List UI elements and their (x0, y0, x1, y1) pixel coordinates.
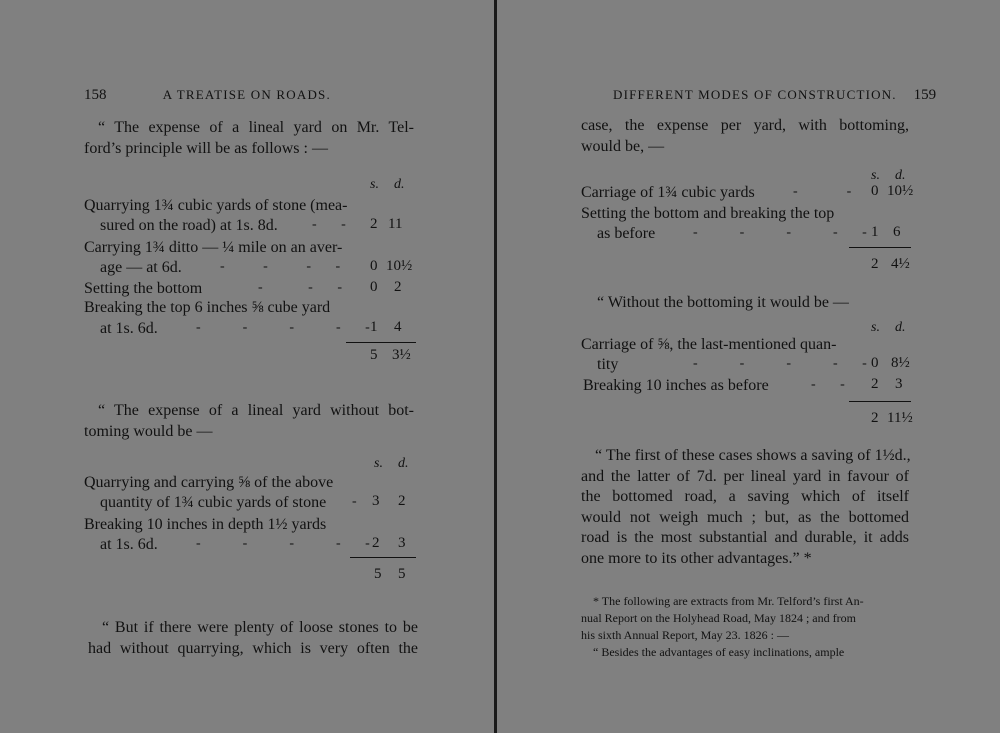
amount-d: 10½ (386, 258, 413, 274)
text-line: would be, — (581, 137, 665, 155)
amount-d: 2 (394, 279, 402, 295)
table-row: at 1s. 6d. (100, 536, 158, 553)
paragraph (84, 118, 414, 159)
text-line: “ The first of these cases shows a saving of 1½d., (595, 447, 911, 464)
amount-d: 3 (895, 376, 903, 392)
footnote-line: his sixth Annual Report, May 23. 1826 : — (581, 628, 789, 642)
table-row: sured on the road) at 1s. 8d. (100, 217, 278, 234)
leader-dashes: - - - - - (196, 536, 370, 551)
sum-rule (350, 557, 416, 558)
paragraph (581, 446, 909, 569)
left-page (0, 0, 494, 733)
amount-d: 11 (388, 216, 403, 232)
text-line: “ But if there were plenty of loose stones to be (102, 619, 418, 636)
total-d: 3½ (392, 347, 411, 363)
total-s: 5 (374, 566, 382, 582)
table-row: as before (597, 225, 656, 242)
pence-header: d. (394, 177, 405, 192)
amount-d: 10½ (887, 183, 914, 199)
total-d: 5 (398, 566, 406, 582)
text-line: one more to its other advantages.” * (581, 549, 812, 567)
amount-d: 2 (398, 493, 406, 509)
text-line: road is the most substantial and durable, it adds (581, 529, 909, 546)
paragraph (84, 401, 414, 442)
text-line: and the latter of 7d. per lineal yard in favour of (581, 467, 909, 485)
table-row: Quarrying and carrying ⅝ of the above (84, 474, 334, 491)
table-row: at 1s. 6d. (100, 320, 158, 337)
running-head: A TREATISE ON ROADS. (162, 87, 331, 102)
amount-s: 0 (871, 355, 879, 371)
table-row: Carriage of 1¾ cubic yards (581, 184, 755, 201)
footnote-line: * The following are extracts from Mr. Telford’s first An- (593, 594, 864, 608)
table-row: Carriage of ⅝, the last-mentioned quan- (581, 336, 837, 353)
text-line: would not weigh much ; but, as the bottomed (581, 508, 909, 526)
shillings-header: s. (871, 168, 880, 183)
page-number: 159 (913, 87, 937, 103)
text-line: “ The expense of a lineal yard on Mr. Tel- (98, 119, 414, 136)
shillings-header: s. (871, 320, 880, 335)
amount-s: 1 (370, 319, 378, 335)
footnote (581, 593, 909, 661)
paragraph (583, 293, 913, 314)
sum-rule (849, 401, 911, 402)
shillings-header: s. (370, 177, 379, 192)
table-row: Quarrying 1¾ cubic yards of stone (mea- (84, 197, 348, 214)
page-number: 158 (84, 87, 107, 103)
pence-header: d. (895, 168, 906, 183)
amount-s: 2 (871, 376, 879, 392)
sum-rule (849, 247, 911, 248)
text-line: had without quarrying, which is very often the (88, 639, 418, 657)
table-row: Setting the bottom and breaking the top (581, 205, 835, 222)
text-line: ford’s principle will be as follows : — (84, 139, 328, 157)
leader-dashes: - - - - (220, 259, 341, 274)
leader-dashes: - - - (258, 280, 342, 295)
table-row: Breaking 10 inches in depth 1½ yards (84, 516, 327, 533)
leader-dashes: - - (811, 377, 845, 392)
footnote-line: “ Besides the advantages of easy inclinations, ample (593, 645, 845, 659)
amount-d: 8½ (891, 355, 910, 371)
text-line: case, the expense per yard, with bottoming, (581, 117, 909, 134)
leader-dashes: - - - - - (693, 356, 867, 371)
leader-dashes: - - - - - (693, 225, 867, 240)
table-row: Carrying 1¾ ditto — ¼ mile on an aver- (84, 239, 343, 256)
pence-header: d. (895, 320, 906, 335)
text-line: the bottomed road, a saving which of itself (581, 488, 909, 505)
left-page-header (84, 87, 331, 104)
amount-s: 0 (370, 279, 378, 295)
amount-d: 6 (893, 224, 901, 240)
table-row: tity (597, 356, 619, 373)
amount-s: 0 (370, 258, 378, 274)
paragraph (581, 116, 909, 157)
table-row: Setting the bottom (84, 280, 203, 297)
leader-dashes: - (352, 494, 357, 509)
table-row: age — at 6d. (100, 259, 182, 276)
table-row: Breaking 10 inches as before (583, 377, 769, 394)
right-page-header (613, 87, 936, 104)
amount-d: 3 (398, 535, 406, 551)
text-line: toming would be — (84, 422, 213, 440)
amount-d: 4 (394, 319, 402, 335)
amount-s: 2 (370, 216, 378, 232)
footnote-line: nual Report on the Holyhead Road, May 1824 ; and from (581, 611, 856, 625)
right-page (497, 0, 1000, 733)
text-line: “ The expense of a lineal yard without bot- (98, 402, 414, 419)
total-s: 2 (871, 410, 879, 426)
text-line: “ Without the bottoming it would be — (597, 294, 849, 311)
leader-dashes: - - - - - (196, 320, 370, 335)
amount-s: 1 (871, 224, 879, 240)
sum-rule (346, 342, 416, 343)
total-d: 11½ (887, 410, 913, 426)
leader-dashes: - - (793, 184, 852, 199)
table-row: Breaking the top 6 inches ⅝ cube yard (84, 299, 331, 316)
amount-s: 0 (871, 183, 879, 199)
total-s: 5 (370, 347, 378, 363)
paragraph (88, 618, 418, 659)
leader-dashes: - - (312, 217, 346, 232)
total-d: 4½ (891, 256, 910, 272)
table-row: quantity of 1¾ cubic yards of stone (100, 494, 327, 511)
shillings-header: s. (374, 456, 383, 471)
amount-s: 2 (372, 535, 380, 551)
amount-s: 3 (372, 493, 380, 509)
running-head: DIFFERENT MODES OF CONSTRUCTION. (613, 87, 897, 102)
total-s: 2 (871, 256, 879, 272)
pence-header: d. (398, 456, 409, 471)
